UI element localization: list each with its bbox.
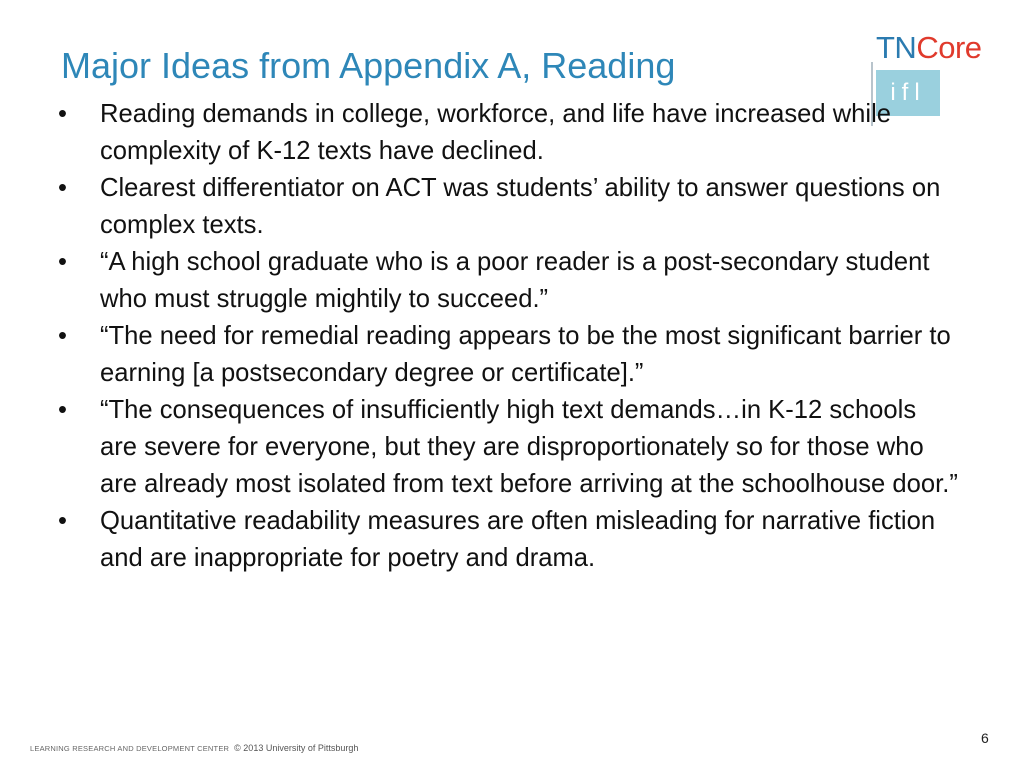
page-number: 6 (981, 730, 989, 746)
bullet-item (58, 503, 958, 577)
bullet-icon: • (58, 322, 67, 350)
bullet-item (58, 318, 958, 392)
bullet-text: Quantitative readability measures are often misleading for narrative fiction and are inappropriate for poetry and drama. (100, 507, 936, 572)
bullet-item (58, 392, 958, 503)
bullet-item (58, 244, 958, 318)
bullet-list (58, 96, 958, 577)
tncore-logo (876, 30, 982, 66)
bullet-text: “The consequences of insufficiently high text demands…in K-12 schools are severe for everyone, but they are disproportionately so for those who are already most isolated from text before arriving at the schoolhouse door.” (100, 396, 958, 498)
footer-copyright: © 2013 University of Pittsburgh (234, 743, 359, 753)
logo-core-text: Core (916, 30, 982, 65)
bullet-icon: • (58, 507, 67, 535)
bullet-text: Reading demands in college, workforce, and life have increased while complexity of K-12 texts have declined. (100, 100, 892, 165)
ifl-logo: ifl (876, 70, 940, 116)
slide-title: Major Ideas from Appendix A, Reading (61, 45, 676, 86)
footer (30, 742, 358, 755)
bullet-item (58, 170, 958, 244)
bullet-text: “A high school graduate who is a poor reader is a post-secondary student who must struggle mightily to succeed.” (100, 248, 930, 313)
bullet-icon: • (58, 248, 67, 276)
bullet-text: Clearest differentiator on ACT was students’ ability to answer questions on complex texts. (100, 174, 941, 239)
bullet-item (58, 96, 958, 170)
bullet-icon: • (58, 100, 67, 128)
footer-org: LEARNING RESEARCH AND DEVELOPMENT CENTER (30, 744, 230, 753)
logo-tn-text: TN (876, 30, 917, 65)
bullet-icon: • (58, 174, 67, 202)
bullet-text: “The need for remedial reading appears to be the most significant barrier to earning [a postsecondary degree or certificate].” (100, 322, 951, 387)
bullet-icon: • (58, 396, 67, 424)
